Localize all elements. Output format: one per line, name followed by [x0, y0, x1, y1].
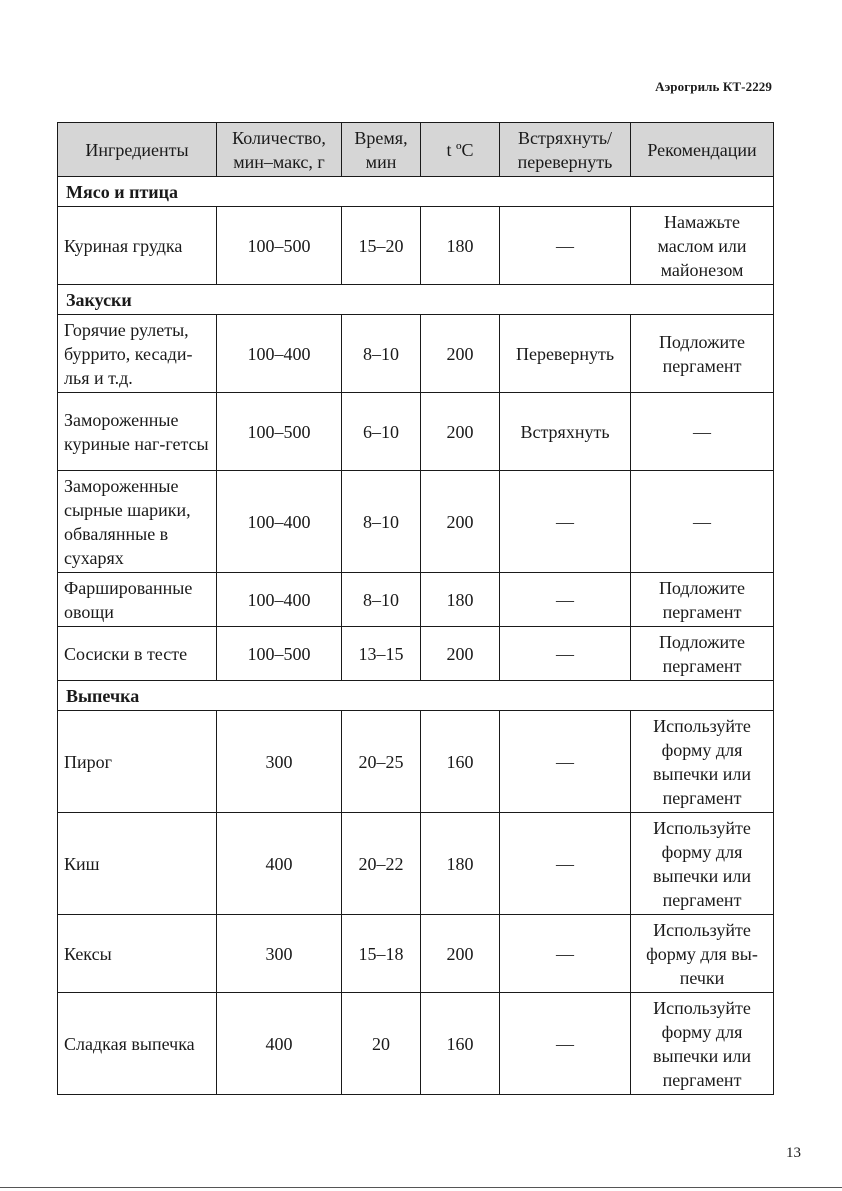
cell-amount: 100–500 [217, 207, 342, 285]
table-header-row [58, 123, 774, 177]
cell-temp: 180 [421, 573, 500, 627]
cell-temp: 160 [421, 711, 500, 813]
cell-ingredient: Фаршированные овощи [58, 573, 217, 627]
cell-time: 15–18 [342, 915, 421, 993]
cell-advice: Используйте форму для вы-печки [631, 915, 774, 993]
table-row [58, 993, 774, 1095]
cell-advice: — [631, 393, 774, 471]
cell-advice: Подложите пергамент [631, 315, 774, 393]
table-row [58, 915, 774, 993]
cell-amount: 300 [217, 915, 342, 993]
cell-amount: 100–400 [217, 471, 342, 573]
table-row [58, 471, 774, 573]
cell-ingredient: Киш [58, 813, 217, 915]
document-header-title: Аэрогриль КТ-2229 [655, 79, 772, 94]
cell-time: 6–10 [342, 393, 421, 471]
cell-ingredient: Куриная грудка [58, 207, 217, 285]
cell-time: 8–10 [342, 315, 421, 393]
col-header-ingredients: Ингредиенты [58, 123, 217, 177]
cell-time: 8–10 [342, 573, 421, 627]
table-row [58, 207, 774, 285]
cell-action: — [500, 993, 631, 1095]
cell-ingredient: Сладкая выпечка [58, 993, 217, 1095]
cell-advice: Используйте форму для выпечки или пергамент [631, 993, 774, 1095]
cell-advice: Подложите пергамент [631, 627, 774, 681]
section-row [58, 177, 774, 207]
col-header-recommendations: Рекомендации [631, 123, 774, 177]
cell-time: 20–22 [342, 813, 421, 915]
cell-time: 15–20 [342, 207, 421, 285]
table-row [58, 393, 774, 471]
cell-amount: 100–400 [217, 573, 342, 627]
cell-amount: 100–500 [217, 627, 342, 681]
table-row [58, 627, 774, 681]
section-row [58, 285, 774, 315]
cell-ingredient: Кексы [58, 915, 217, 993]
section-title: Закуски [58, 285, 774, 315]
cell-advice: Намажьте маслом или майонезом [631, 207, 774, 285]
cell-temp: 200 [421, 471, 500, 573]
section-title: Выпечка [58, 681, 774, 711]
section-row [58, 681, 774, 711]
cell-action: — [500, 627, 631, 681]
cell-ingredient: Замороженные сырные шарики, обвалянные в сухарях [58, 471, 217, 573]
cooking-table [57, 122, 774, 1095]
table-row [58, 573, 774, 627]
cell-amount: 100–400 [217, 315, 342, 393]
cell-temp: 180 [421, 813, 500, 915]
cell-action: — [500, 471, 631, 573]
cell-ingredient: Сосиски в тесте [58, 627, 217, 681]
cell-time: 8–10 [342, 471, 421, 573]
cell-temp: 200 [421, 315, 500, 393]
cell-action: — [500, 813, 631, 915]
cell-action: Перевернуть [500, 315, 631, 393]
cell-ingredient: Пирог [58, 711, 217, 813]
cell-temp: 200 [421, 915, 500, 993]
cell-advice: Используйте форму для выпечки или пергамент [631, 711, 774, 813]
cell-amount: 400 [217, 993, 342, 1095]
table-row [58, 315, 774, 393]
cell-action: — [500, 207, 631, 285]
cell-temp: 200 [421, 393, 500, 471]
page-bottom-rule [0, 1187, 842, 1188]
cell-ingredient: Замороженные куриные наг-гетсы [58, 393, 217, 471]
cell-action: — [500, 711, 631, 813]
cell-temp: 180 [421, 207, 500, 285]
table-row [58, 813, 774, 915]
cell-amount: 400 [217, 813, 342, 915]
cell-advice: — [631, 471, 774, 573]
col-header-time: Время, мин [342, 123, 421, 177]
cell-ingredient: Горячие рулеты, буррито, кесади-лья и т.д. [58, 315, 217, 393]
section-title: Мясо и птица [58, 177, 774, 207]
cell-amount: 100–500 [217, 393, 342, 471]
cell-time: 20 [342, 993, 421, 1095]
col-header-amount: Количество, мин–макс, г [217, 123, 342, 177]
cell-action: — [500, 573, 631, 627]
cell-action: Встряхнуть [500, 393, 631, 471]
cell-temp: 200 [421, 627, 500, 681]
cell-temp: 160 [421, 993, 500, 1095]
cell-advice: Используйте форму для выпечки или пергамент [631, 813, 774, 915]
cell-time: 20–25 [342, 711, 421, 813]
page-number: 13 [786, 1145, 801, 1161]
col-header-temp: t ºC [421, 123, 500, 177]
col-header-shake-turn: Встряхнуть/ перевернуть [500, 123, 631, 177]
cell-time: 13–15 [342, 627, 421, 681]
cell-amount: 300 [217, 711, 342, 813]
cell-advice: Подложите пергамент [631, 573, 774, 627]
cell-action: — [500, 915, 631, 993]
table-row [58, 711, 774, 813]
